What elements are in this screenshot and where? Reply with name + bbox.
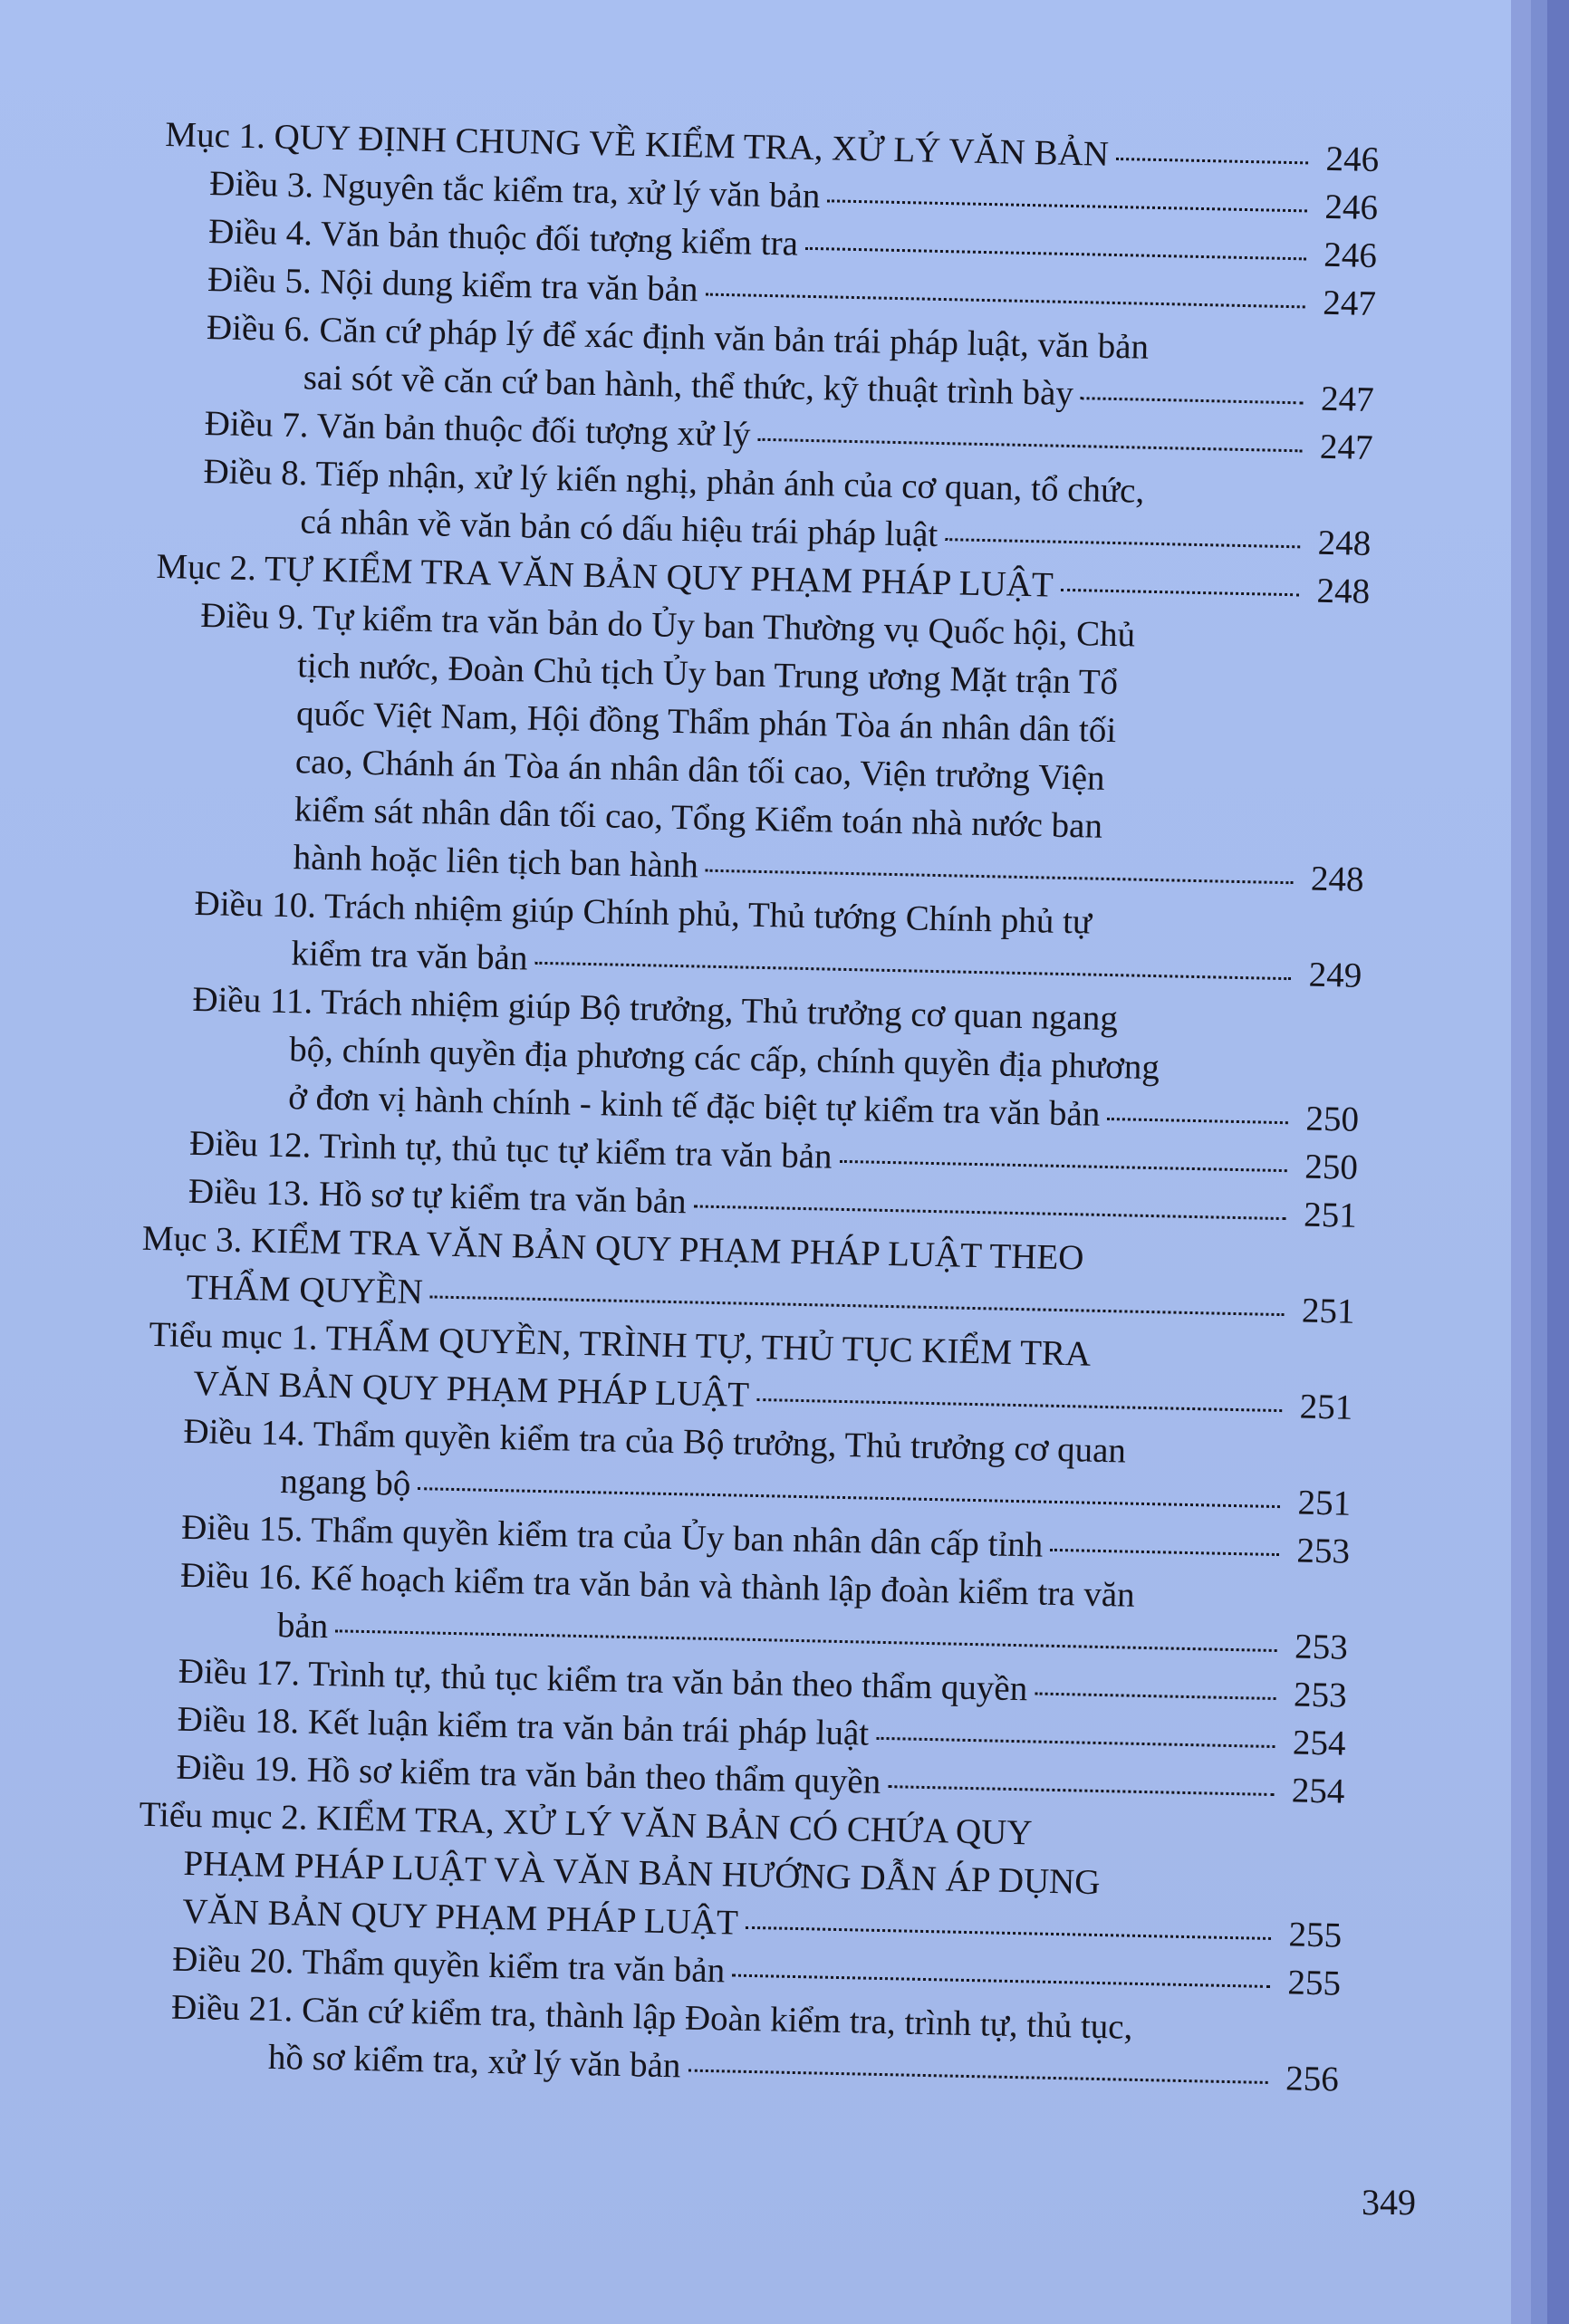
- toc-page-number: 251: [1301, 1291, 1355, 1331]
- toc-entry-title-cont: tịch nước, Đoàn Chủ tịch Ủy ban Trung ương Mặt trận Tổ: [296, 646, 1119, 703]
- toc-entry-title: Điều 7. Văn bản thuộc đối tượng xử lý: [204, 403, 751, 455]
- toc-entry-title: Điều 15. Thẩm quyền kiểm tra của Ủy ban nhân dân cấp tỉnh: [180, 1507, 1044, 1565]
- dot-leader: [757, 436, 1302, 453]
- toc-entry-title-cont: ở đơn vị hành chính - kinh tế đặc biệt tự kiểm tra văn bản: [287, 1078, 1101, 1134]
- dot-leader: [888, 1782, 1274, 1796]
- toc-page-number: 253: [1296, 1531, 1351, 1571]
- toc-page-number: 247: [1320, 379, 1375, 419]
- dot-leader: [335, 1627, 1277, 1652]
- toc-entry-title: Điều 21. Căn cứ kiểm tra, thành lập Đoàn kiểm tra, trình tự, thủ tục,: [170, 1987, 1133, 2047]
- toc-entry-title: Điều 4. Văn bản thuộc đối tượng kiểm tra: [207, 212, 799, 264]
- toc-page-number: 251: [1297, 1483, 1352, 1523]
- toc-entry-title-cont: cá nhân về văn bản có dấu hiệu trái pháp luật: [300, 502, 939, 554]
- page-stack-edge: [1547, 0, 1569, 2324]
- toc-page-number: 247: [1322, 283, 1377, 324]
- toc-entry-title: Điều 17. Trình tự, thủ tục kiểm tra văn bản theo thẩm quyền: [178, 1651, 1028, 1709]
- toc-page-number: 251: [1299, 1387, 1353, 1427]
- toc-entry-title-cont: hồ sơ kiểm tra, xử lý văn bản: [267, 2037, 681, 2086]
- dot-leader: [1035, 1689, 1276, 1700]
- toc-page-number: 248: [1316, 571, 1371, 611]
- toc-entry-title: Điều 20. Thẩm quyền kiểm tra văn bản: [171, 1939, 726, 1991]
- dot-leader: [706, 867, 1294, 885]
- toc-entry-title-cont: hành hoặc liên tịch ban hành: [293, 838, 699, 886]
- toc-page-number: 249: [1308, 955, 1362, 995]
- toc-entry-title: Điều 11. Trách nhiệm giúp Bộ trưởng, Thủ trưởng cơ quan ngang: [192, 979, 1119, 1039]
- toc-entry-title-cont: PHẠM PHÁP LUẬT VÀ VĂN BẢN HƯỚNG DẪN ÁP DỤNG: [183, 1843, 1101, 1903]
- toc-entry-title: Mục 3. KIỂM TRA VĂN BẢN QUY PHẠM PHÁP LUẬT THEO: [141, 1218, 1084, 1278]
- toc-entry-title: Điều 3. Nguyên tắc kiểm tra, xử lý văn bản: [208, 164, 821, 216]
- toc-page-number: 254: [1292, 1723, 1346, 1763]
- dot-leader: [430, 1292, 1285, 1316]
- dot-leader: [688, 2067, 1267, 2084]
- toc-entry-title-cont: ngang bộ: [279, 1461, 411, 1503]
- dot-leader: [732, 1972, 1270, 1988]
- toc-entry-title-cont: VĂN BẢN QUY PHẠM PHÁP LUẬT: [193, 1363, 750, 1415]
- page-number: 349: [1362, 2182, 1416, 2223]
- toc-entry-title: Tiểu mục 2. KIỂM TRA, XỬ LÝ VĂN BẢN CÓ CHỨA QUY: [139, 1794, 1033, 1853]
- toc-entry-title-cont: kiểm tra văn bản: [291, 934, 528, 978]
- toc-entry-title: Điều 9. Tự kiểm tra văn bản do Ủy ban Thường vụ Quốc hội, Chủ: [199, 595, 1136, 655]
- toc-entry-title: Tiểu mục 1. THẨM QUYỀN, TRÌNH TỰ, THỦ TỤC KIỂM TRA: [149, 1314, 1092, 1374]
- toc-entry-title: Điều 10. Trách nhiệm giúp Chính phủ, Thủ tướng Chính phủ tự: [194, 883, 1093, 942]
- dot-leader: [746, 1924, 1271, 1940]
- dot-leader: [1116, 155, 1308, 164]
- toc-page-number: 250: [1305, 1099, 1360, 1139]
- toc-page-number: 248: [1310, 859, 1364, 899]
- dot-leader: [1107, 1115, 1288, 1124]
- toc-entry-title: Điều 8. Tiếp nhận, xử lý kiến nghị, phản ánh của cơ quan, tổ chức,: [203, 451, 1145, 511]
- table-of-contents: [124, 110, 1379, 2104]
- toc-entry-title-cont: cao, Chánh án Tòa án nhân dân tối cao, Viện trưởng Viện: [294, 742, 1106, 798]
- dot-leader: [693, 1202, 1285, 1220]
- toc-page-number: 247: [1319, 427, 1373, 467]
- dot-leader: [756, 1396, 1282, 1412]
- toc-entry-dieu-11: [145, 975, 1362, 1144]
- toc-entry-title-cont: quốc Việt Nam, Hội đồng Thẩm phán Tòa án nhân dân tối: [295, 694, 1117, 751]
- dot-leader: [705, 291, 1304, 309]
- dot-leader: [827, 197, 1307, 212]
- toc-entry-title-cont: THẨM QUYỀN: [186, 1267, 424, 1312]
- toc-page-number: 250: [1304, 1147, 1359, 1187]
- toc-entry-title-cont: bản: [276, 1605, 329, 1647]
- toc-entry-title: Điều 19. Hồ sơ kiểm tra văn bản theo thẩm quyền: [176, 1747, 881, 1801]
- toc-page-number: 255: [1287, 1963, 1342, 2003]
- toc-entry-title: Điều 5. Nội dung kiểm tra văn bản: [207, 260, 698, 310]
- toc-entry-title: Điều 18. Kết luận kiểm tra văn bản trái pháp luật: [177, 1699, 870, 1753]
- toc-page-number: 253: [1294, 1627, 1349, 1667]
- dot-leader: [1081, 394, 1304, 404]
- toc-entry-title: Điều 6. Căn cứ pháp lý để xác định văn bản trái pháp luật, văn bản: [206, 307, 1150, 367]
- toc-entry-title-cont: kiểm sát nhân dân tối cao, Tổng Kiểm toán nhà nước ban: [294, 790, 1103, 846]
- toc-page-number: 254: [1291, 1771, 1345, 1811]
- toc-entry-title: Điều 12. Trình tự, thủ tục tự kiểm tra văn bản: [188, 1123, 833, 1176]
- toc-page-number: 251: [1303, 1195, 1358, 1235]
- dot-leader: [418, 1484, 1280, 1508]
- toc-entry-title-cont: VĂN BẢN QUY PHẠM PHÁP LUẬT: [181, 1891, 739, 1943]
- toc-entry-title: Mục 2. TỰ KIỂM TRA VĂN BẢN QUY PHẠM PHÁP LUẬT: [156, 546, 1054, 605]
- toc-page-number: 256: [1285, 2059, 1340, 2099]
- dot-leader: [945, 535, 1300, 548]
- toc-page-number: 255: [1288, 1915, 1343, 1955]
- toc-entry-title: Điều 16. Kế hoạch kiểm tra văn bản và thành lập đoàn kiểm tra văn: [179, 1555, 1136, 1615]
- toc-page-number: 253: [1293, 1675, 1348, 1715]
- toc-entry-tieu-muc-2: [128, 1791, 1344, 1960]
- dot-leader: [1050, 1546, 1279, 1556]
- toc-entry-title: Điều 14. Thẩm quyền kiểm tra của Bộ trưởng, Thủ trưởng cơ quan: [183, 1411, 1127, 1471]
- page-stack-edge: [1531, 0, 1547, 2324]
- toc-page-number: 246: [1324, 187, 1379, 228]
- dot-leader: [876, 1734, 1275, 1748]
- toc-page-number: 246: [1325, 139, 1380, 180]
- dot-leader: [534, 959, 1291, 980]
- toc-entry-title-cont: bộ, chính quyền địa phương các cấp, chính quyền địa phương: [288, 1030, 1160, 1088]
- toc-entry-dieu-9: [149, 591, 1369, 904]
- toc-page-number: 248: [1317, 523, 1372, 563]
- toc-page-number: 246: [1323, 235, 1378, 276]
- dot-leader: [1061, 586, 1300, 597]
- toc-entry-title-cont: sai sót về căn cứ ban hành, thể thức, kỹ thuật trình bày: [303, 358, 1074, 414]
- toc-entry-title: Điều 13. Hồ sơ tự kiểm tra văn bản: [188, 1171, 688, 1222]
- dot-leader: [839, 1157, 1286, 1172]
- toc-entry-title: Mục 1. QUY ĐỊNH CHUNG VỀ KIỂM TRA, XỬ LÝ VĂN BẢN: [164, 114, 1110, 174]
- dot-leader: [805, 245, 1306, 261]
- page-stack-edge: [1511, 0, 1531, 2324]
